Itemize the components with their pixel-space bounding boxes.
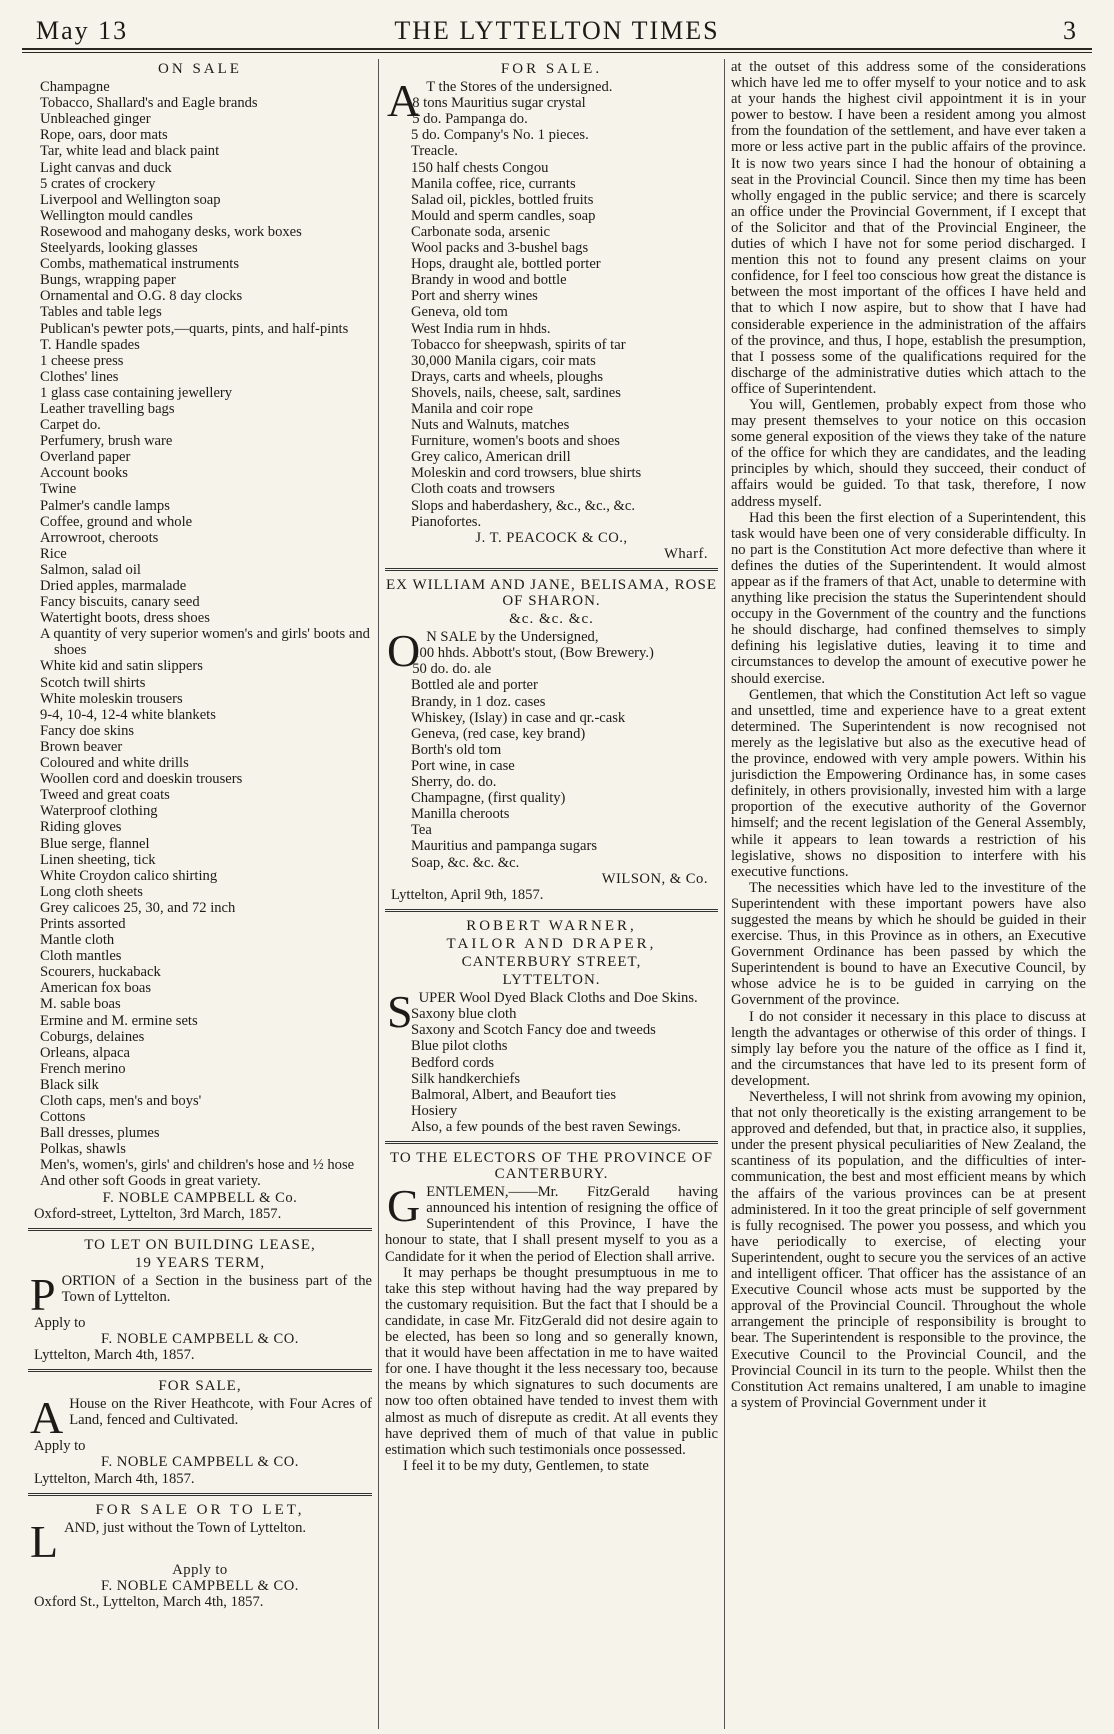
sale-list-item: Coffee, ground and whole	[40, 513, 193, 530]
peacock-list-item: 5 do. Company's No. 1 pieces.	[411, 127, 589, 144]
sale-list-item: Unbleached ginger	[40, 111, 151, 128]
sale-list-item: Coburgs, delaines	[40, 1028, 145, 1045]
peacock-list-item: 150 half chests Congou	[411, 159, 549, 176]
sale-list-item: French merino	[40, 1060, 126, 1077]
to-let-heading: TO LET ON BUILDING LEASE,	[84, 1236, 316, 1253]
electors-heading: TO THE ELECTORS OF THE PROVINCE OF CANTERBURY.	[390, 1150, 713, 1183]
wilson-list-item: Tea	[411, 822, 432, 839]
land-heading: FOR SALE OR TO LET,	[95, 1501, 305, 1518]
sale-list-item: Liverpool and Wellington soap	[40, 191, 221, 208]
sale-list-item: Tar, white lead and black paint	[40, 143, 220, 160]
sale-list-item: Tables and table legs	[40, 304, 162, 321]
issue-date: May 13	[36, 16, 129, 45]
wilson-list-item: Mauritius and pampanga sugars	[411, 838, 598, 855]
sale-list-item: Clothes' lines	[40, 368, 119, 385]
peacock-list-item: Hops, draught ale, bottled porter	[411, 256, 601, 273]
peacock-list-item: Shovels, nails, cheese, salt, sardines	[411, 384, 621, 401]
column-2	[378, 59, 724, 1729]
sale-list-item: Cloth mantles	[40, 948, 122, 965]
sale-list-item: Watertight boots, dress shoes	[40, 610, 210, 627]
wilson-list-item: Whiskey, (Islay) in case and qr.-cask	[411, 709, 626, 726]
warner-name: ROBERT WARNER,	[466, 917, 637, 934]
peacock-list-item: 8 tons Mauritius sugar crystal	[412, 95, 586, 112]
sale-list-item: Riding gloves	[40, 819, 122, 836]
sale-list-item: Cottons	[40, 1109, 86, 1126]
address-paragraph: Nevertheless, I will not shrink from avowing my opinion, that not only theoretically is the existing arrangement to be approved and defended, but that, in practice also, it supplies, under the present physical peculiarities of New Zealand, the scantiness of its population, and the difficulties of inter-communication, the best and most efficient means by which the affairs of the various provinces can be at present administered. In it too the great principle of self government is fully recognised. The power you possess, and which you have periodically to exercise, of electing your Superintendent, ought to secure you the services of an active and intelligent officer. That officer has the assistance of an Executive Council whose acts must be supported by the approval of the Provincial Council. Throughout the whole arrangement the principle of responsibility is brought to bear. The Superintendent is responsible to the province, the Executive Council to the Provincial Council, and the Provincial Council in its turn to the people. Whilst then the Constitution Act remains unaltered, I am unable to imagine a system of Provincial Government under it	[731, 1089, 1086, 1411]
peacock-list-item: Cloth coats and trowsers	[411, 481, 555, 498]
sale-list-item: Bungs, wrapping paper	[40, 272, 176, 289]
wilson-list-item: Borth's old tom	[411, 741, 502, 758]
house-date: Lyttelton, March 4th, 1857.	[34, 1470, 195, 1487]
divider	[385, 1141, 718, 1144]
peacock-heading: FOR SALE.	[500, 61, 603, 77]
sale-list-item: Prints assorted	[40, 915, 126, 932]
sale-list-item: Grey calicoes 25, 30, and 72 inch	[40, 899, 236, 916]
land-apply: Apply to	[172, 1561, 228, 1578]
address-paragraph: Had this been the first election of a Superintendent, this task would have been one of very considerable difficulty. In no part is the Constitution Act more defective than where it defines the duties of the Superintendent. It would almost appear as if the framers of that Act, unable to determine with anything like precision the status the Superintendent should occupy in the Government of the country and the functions he should discharge, had confined themselves to simply defining his legislative duties, leaving it to time and circumstances to develop the amount of executive power he should exercise.	[731, 509, 1086, 687]
sale-list-item: Combs, mathematical instruments	[40, 256, 240, 273]
warner-list-item: Also, a few pounds of the best raven Sewings.	[411, 1118, 681, 1135]
sale-list-item: Long cloth sheets	[40, 883, 143, 900]
address-paragraph: I do not consider it necessary in this place to discuss at length the advantages or otherwise of this order of things. I simply lay before you the nature of the office as I find it, and the circumstances that have led to its present form of development.	[731, 1008, 1086, 1089]
peacock-list-item: Nuts and Walnuts, matches	[411, 417, 570, 434]
sale-list-item: Orleans, alpaca	[40, 1044, 130, 1061]
drop-cap: O	[387, 625, 421, 677]
wilson-list-item: Sherry, do. do.	[411, 774, 497, 791]
masthead	[22, 10, 1092, 48]
sale-list-item: Arrowroot, cheroots	[40, 529, 159, 546]
sale-list-item: Scourers, huckaback	[40, 964, 161, 981]
wilson-list-item: Bottled ale and porter	[411, 677, 538, 694]
peacock-list-item: Salad oil, pickles, bottled fruits	[411, 191, 594, 208]
peacock-list-item: Drays, carts and wheels, ploughs	[411, 368, 604, 385]
sale-list-item: Rope, oars, door mats	[40, 127, 168, 144]
peacock-list-item: West India rum in hhds.	[411, 320, 551, 337]
peacock-list-item: Treacle.	[411, 143, 458, 160]
address-paragraph: Gentlemen, that which the Constitution Act left so vague and unsettled, time and experience have to a great extent determined. The Superintendent is now recognised not merely as the legislative but also as the executive head of the province, endowed with very ample powers. Within his jurisdiction the Empowering Ordinance has, in some cases definitely, in others provisionally, invested him with a large proportion of the executive authority of the Governor himself; and the recent legislation of the General Assembly, while it appears to lean towards a restriction of his legislative, shows no disposition to interfere with his executive functions.	[731, 686, 1086, 880]
page-number: 3	[1063, 16, 1078, 45]
peacock-intro: A T the Stores of the undersigned.	[387, 75, 613, 127]
sale-list-item: Mantle cloth	[40, 932, 115, 949]
peacock-list-item: Manila coffee, rice, currants	[411, 175, 576, 192]
column-3	[724, 59, 1092, 1729]
wilson-date: Lyttelton, April 9th, 1857.	[391, 886, 544, 903]
to-let-signature: F. NOBLE CAMPBELL & CO.	[101, 1331, 299, 1348]
campbell-address: Oxford-street, Lyttelton, 3rd March, 1857.	[34, 1205, 282, 1222]
sale-list-item: Scotch twill shirts	[40, 674, 146, 691]
warner-list-item: Saxony blue cloth	[411, 1006, 517, 1023]
peacock-list-item: 5 do. Pampanga do.	[412, 111, 528, 128]
peacock-list-item: Pianofortes.	[411, 513, 482, 530]
to-let-body: PORTION of a Section in the business part of the Town of Lyttelton.	[30, 1268, 372, 1320]
sale-list-item: Ball dresses, plumes	[40, 1125, 160, 1142]
peacock-list-item: Tobacco for sheepwash, spirits of tar	[411, 336, 626, 353]
warner-town: LYTTELTON.	[502, 972, 601, 989]
sale-list-item: Palmer's candle lamps	[40, 497, 170, 514]
wilson-list-item: Port wine, in case	[411, 757, 515, 774]
sale-list-item: Champagne	[40, 79, 110, 96]
divider	[385, 568, 718, 571]
drop-cap: G	[387, 1180, 421, 1232]
electors-continued: at the outset of this address some of the considerations which have led me to offer myself to your notice and to ask at your hands the highest civil appointment it is in your power to bestow. I have been a resident among you almost from the foundation of the settlement, and have ever taken a more or less active part in the public affairs of the province. It is now two years since I had the honour of obtaining a seat in the Provincial Council. Since then my time has been wholly engaged in the public service; and there is scarcely an office under the Provincial Government, if I except that of the Solicitor and that of the Provincial Engineer, the duties of which I have not for some period discharged. I mention this not to found any present claims on your confidence, for I feel too conscious how great the distance is between the most important of the offices I have held and that to which I now aspire, but to show that I have had considerable experience in the administration of the affairs of the province, and thus, I hope, establish the presumption, that I possess some of the qualifications required for the discharge of the administrative duties which attach to the office of Superintendent.	[731, 59, 1086, 397]
house-apply: Apply to	[34, 1438, 86, 1455]
sale-list-item: American fox boas	[40, 980, 152, 997]
sale-list-item: 1 cheese press	[40, 352, 124, 369]
sale-list-item: 9-4, 10-4, 12-4 white blankets	[40, 706, 216, 723]
sale-list-item: White moleskin trousers	[40, 690, 183, 707]
land-date: Oxford St., Lyttelton, March 4th, 1857.	[34, 1593, 264, 1610]
wilson-list-item: 100 hhds. Abbott's stout, (Bow Brewery.)	[412, 645, 654, 662]
wilson-list	[385, 645, 718, 870]
divider	[385, 909, 718, 912]
drop-cap: A	[387, 75, 421, 127]
wilson-intro: O N SALE by the Undersigned,	[387, 625, 599, 677]
sale-list-item: And other soft Goods in great variety.	[40, 1173, 261, 1190]
sale-list-item: T. Handle spades	[40, 336, 140, 353]
wilson-list-item: Soap, &c. &c. &c.	[411, 854, 520, 871]
paper-title: THE LYTTELTON TIMES	[394, 16, 720, 45]
wilson-heading: EX WILLIAM AND JANE, BELISAMA, ROSE OF SHARON.	[386, 576, 717, 609]
sale-list-item: Salmon, salad oil	[40, 561, 141, 578]
peacock-list-item: Geneva, old tom	[411, 304, 508, 321]
drop-cap: S	[387, 986, 413, 1038]
peacock-list-item: Mould and sperm candles, soap	[411, 207, 596, 224]
electors-col2-text	[385, 1265, 718, 1474]
sale-list-item: Light canvas and duck	[40, 159, 172, 176]
sale-list-item: Ornamental and O.G. 8 day clocks	[40, 288, 243, 305]
sale-list-item: Account books	[40, 465, 128, 482]
sale-list-item: Rice	[40, 545, 67, 562]
drop-cap: P	[30, 1268, 56, 1320]
sale-list-item: White Croydon calico shirting	[40, 867, 218, 884]
on-sale-heading: ON SALE	[158, 61, 242, 77]
divider	[28, 1369, 372, 1372]
house-signature: F. NOBLE CAMPBELL & CO.	[101, 1454, 299, 1471]
sale-list-item: Ermine and M. ermine sets	[40, 1012, 198, 1029]
divider	[28, 1228, 372, 1231]
wilson-list-item: Brandy, in 1 doz. cases	[411, 693, 546, 710]
sale-list-item: Coloured and white drills	[40, 755, 189, 772]
peacock-list-item: Furniture, women's boots and shoes	[411, 433, 620, 450]
wilson-signature: WILSON, & Co.	[601, 870, 708, 887]
peacock-place: Wharf.	[664, 545, 708, 562]
house-body: A House on the River Heathcote, with Four Acres of Land, fenced and Cultivated.	[30, 1392, 372, 1444]
sale-list-item: Publican's pewter pots,—quarts, pints, and half-pints	[40, 320, 349, 337]
wilson-list-item: 50 do. do. ale	[412, 661, 492, 678]
warner-list-item: Bedford cords	[411, 1054, 495, 1071]
warner-list-item: Silk handkerchiefs	[411, 1070, 521, 1087]
peacock-list-item: Port and sherry wines	[411, 288, 538, 305]
sale-list-item: Rosewood and mahogany desks, work boxes	[40, 223, 302, 240]
drop-cap: L	[30, 1515, 59, 1567]
peacock-list-item: Carbonate soda, arsenic	[411, 223, 550, 240]
sale-list-item: Twine	[40, 481, 77, 498]
peacock-signature: J. T. PEACOCK & CO.,	[475, 529, 628, 546]
wilson-list-item: Champagne, (first quality)	[411, 790, 566, 807]
house-heading: FOR SALE,	[158, 1378, 242, 1395]
peacock-list-item: Brandy in wood and bottle	[411, 272, 567, 289]
land-body: LAND, just without the Town of Lyttelton.	[30, 1515, 307, 1567]
wilson-etc: &c. &c. &c.	[509, 611, 594, 628]
sale-list-item: M. sable boas	[40, 996, 121, 1013]
column-1	[22, 59, 378, 1729]
electors-col3-text	[731, 397, 1086, 1411]
wilson-list-item: Geneva, (red case, key brand)	[411, 725, 586, 742]
sale-list-item: Tweed and great coats	[40, 787, 170, 804]
sale-list-item: White kid and satin slippers	[40, 658, 203, 675]
address-paragraph: It may perhaps be thought presumptuous in me to take this step without having had the way prepared by the customary requisition. But the fact that I should be a candidate, in case Mr. FitzGerald did not desire again to be elected, has been so long and so generally known, that it would have been affectation in me to have waited for one. I have thought it the less necessary too, because the means by which signatures to such documents are now too often obtained have tended to invest them with almost as much of disrepute as credit. At all events they have deprived them of much of that value in public estimation which such testimonials once possessed.	[385, 1264, 718, 1458]
to-let-subheading: 19 YEARS TERM,	[134, 1254, 266, 1271]
address-paragraph: I feel it to be my duty, Gentlemen, to state	[403, 1457, 649, 1474]
wilson-list-item: Manilla cheroots	[411, 806, 510, 823]
sale-list-item: Men's, women's, girls' and children's hose and ½ hose	[40, 1157, 355, 1174]
sale-list-item: Tobacco, Shallard's and Eagle brands	[40, 95, 258, 112]
sale-list-item: Overland paper	[40, 449, 131, 466]
warner-list-item: Blue pilot cloths	[411, 1038, 508, 1055]
sale-list-item: Dried apples, marmalade	[40, 578, 187, 594]
peacock-list	[385, 95, 718, 530]
sale-list-item: 5 crates of crockery	[40, 175, 156, 192]
divider	[28, 1493, 372, 1496]
sale-list-item: Fancy doe skins	[40, 722, 135, 739]
warner-list	[385, 1006, 718, 1135]
sale-list-item: Polkas, shawls	[40, 1141, 126, 1158]
sale-list-item: Carpet do.	[40, 417, 101, 434]
sale-list-item: Linen sheeting, tick	[40, 851, 156, 868]
peacock-list-item: Grey calico, American drill	[411, 449, 571, 466]
sale-list-item: Blue serge, flannel	[40, 835, 150, 852]
warner-trade: TAILOR AND DRAPER,	[446, 935, 657, 952]
on-sale-list	[28, 79, 372, 1189]
land-signature: F. NOBLE CAMPBELL & CO.	[101, 1577, 299, 1594]
masthead-rule	[22, 48, 1092, 53]
warner-street: CANTERBURY STREET,	[461, 953, 642, 970]
sale-list-item: Woollen cord and doeskin trousers	[40, 771, 243, 788]
warner-intro: SUPER Wool Dyed Black Cloths and Doe Skins.	[387, 986, 698, 1038]
sale-list-item: Black silk	[40, 1076, 99, 1093]
sale-list-item: A quantity of very superior women's and girls' boots and shoes	[40, 626, 370, 659]
address-paragraph: You will, Gentlemen, probably expect from those who may present themselves to your notice on this occasion some general exposition of the views they take of the nature of the office for which they are candidates, and the leading principles by which, should they succeed, their conduct of affairs would be guided. To that task, therefore, I now address myself.	[731, 396, 1086, 510]
peacock-list-item: Moleskin and cord trowsers, blue shirts	[411, 465, 642, 482]
sale-list-item: Steelyards, looking glasses	[40, 240, 198, 257]
warner-list-item: Hosiery	[411, 1102, 458, 1119]
sale-list-item: Wellington mould candles	[40, 207, 193, 224]
sale-list-item: Waterproof clothing	[40, 803, 158, 820]
sale-list-item: Cloth caps, men's and boys'	[40, 1093, 202, 1109]
peacock-list-item: Slops and haberdashery, &c., &c., &c.	[411, 497, 635, 514]
sale-list-item: Brown beaver	[40, 738, 123, 755]
sale-list-item: 1 glass case containing jewellery	[40, 384, 233, 401]
to-let-date: Lyttelton, March 4th, 1857.	[34, 1347, 195, 1364]
peacock-list-item: 30,000 Manila cigars, coir mats	[411, 352, 596, 369]
sale-list-item: Perfumery, brush ware	[40, 433, 173, 450]
drop-cap: A	[30, 1392, 64, 1444]
address-paragraph: The necessities which have led to the investiture of the Superintendent with these important powers have also suggested the means by which he should be guided in their exercise. Thus, in this Province as in others, an Executive Government Ordinance has been passed by which the Superintendent is bound to have an Executive Council, by whose advice he is to be guided in carrying on the Government of the province.	[731, 879, 1086, 1009]
sale-list-item: Fancy biscuits, canary seed	[40, 594, 200, 611]
warner-list-item: Balmoral, Albert, and Beaufort ties	[411, 1086, 617, 1103]
campbell-signature: F. NOBLE CAMPBELL & Co.	[102, 1189, 298, 1206]
peacock-list-item: Manila and coir rope	[411, 400, 533, 417]
electors-lead: GENTLEMEN,——Mr. FitzGerald having announced his intention of resigning the office of Superintendent of this Province, I have the honour to state, that I shall present myself to you as a Candidate for it when the period of Election shall arrive.	[385, 1180, 718, 1265]
sale-list-item: Leather travelling bags	[40, 400, 175, 417]
to-let-apply: Apply to	[34, 1314, 86, 1331]
warner-list-item: Saxony and Scotch Fancy doe and tweeds	[411, 1022, 656, 1039]
peacock-list-item: Wool packs and 3-bushel bags	[411, 240, 589, 257]
